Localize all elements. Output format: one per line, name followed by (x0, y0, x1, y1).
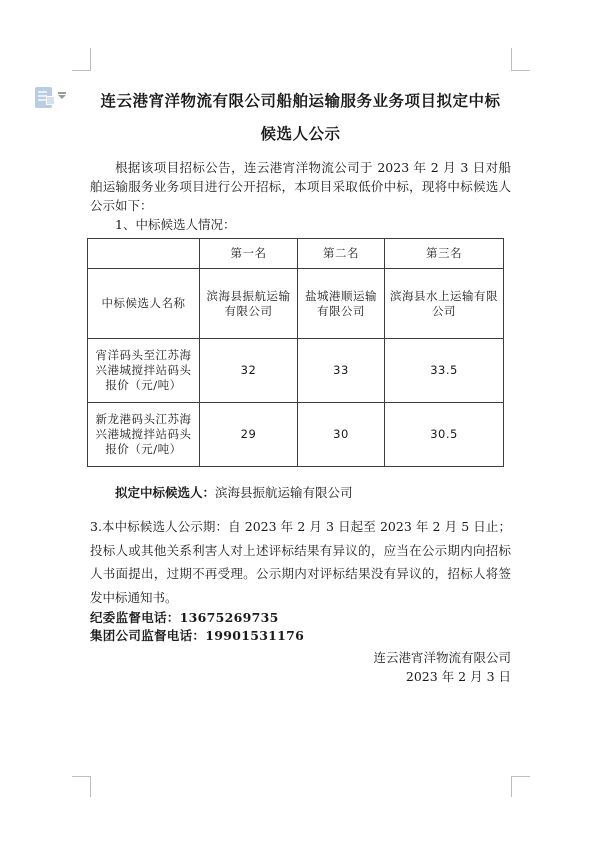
signature-block (90, 649, 511, 686)
title-line-2: 候选人公示 (260, 124, 341, 143)
margin-crop-mark-top-left (72, 48, 91, 71)
margin-crop-mark-top-right (511, 48, 530, 71)
group-phone-label: 集团公司监督电话： (90, 628, 206, 643)
title-line-1: 连云港宵洋物流有限公司船舶运输服务业务项目拟定中标 (100, 91, 501, 110)
group-phone-number: 19901531176 (205, 628, 305, 643)
margin-crop-mark-bottom-left (72, 776, 91, 797)
cell-candidate-3: 滨海县水上运输有限公司 (385, 269, 504, 339)
signature-date: 2023 年 2 月 3 日 (405, 668, 511, 684)
row-label: 中标候选人名称 (88, 269, 200, 339)
cell-quote-1: 29 (200, 403, 298, 467)
table-row-candidate-names (88, 269, 504, 339)
cell-candidate-1: 滨海县振航运输有限公司 (200, 269, 298, 339)
table-row-xinlonggang-quote (88, 403, 504, 467)
document-title (90, 84, 511, 150)
list-item-candidates: 1、中标候选人情况： (115, 217, 236, 232)
table-header-row (88, 239, 504, 269)
cell-quote-3: 33.5 (385, 339, 504, 403)
row-label: 宵洋码头至江苏海兴港城搅拌站码头报价（元/吨） (88, 339, 200, 403)
document-body (90, 84, 511, 686)
header-cell-third: 第三名 (385, 239, 504, 269)
table-row-xiaoyang-quote (88, 339, 504, 403)
header-cell-empty (88, 239, 200, 269)
proposed-winner-line (90, 483, 511, 502)
discipline-phone-label: 纪委监督电话： (90, 610, 180, 625)
proposed-winner-value: 滨海县振航运输有限公司 (215, 485, 353, 500)
paste-clipboard-icon (35, 87, 52, 108)
chevron-down-icon (58, 92, 66, 99)
cell-quote-1: 32 (200, 339, 298, 403)
paste-options-button[interactable] (35, 87, 66, 108)
cell-candidate-2: 盐城港顺运输有限公司 (298, 269, 385, 339)
signature-company: 连云港宵洋物流有限公司 (373, 650, 511, 665)
intro-paragraph: 根据该项目招标公告，连云港宵洋物流公司于 2023 年 2 月 3 日对船舶运输服务业务项目进行公开招标，本项目采取低价中标，现将中标候选人公示如下： (90, 160, 511, 213)
discipline-phone-number: 13675269735 (179, 610, 279, 625)
publicity-period-notice: 3.本中标候选人公示期：自 2023 年 2 月 3 日起至 2023 年 2 月 5 日止；投标人或其他关系利害人对上述评标结果有异议的，应当在公示期内向招标人书面提出，过期不再受理。公示期内对评标结果没有异议的，招标人将签发中标通知书。 (90, 519, 511, 605)
bid-candidates-table (87, 238, 504, 467)
header-cell-second: 第二名 (298, 239, 385, 269)
margin-crop-mark-bottom-right (511, 776, 530, 797)
header-cell-first: 第一名 (200, 239, 298, 269)
row-label: 新龙港码头江苏海兴港城搅拌站码头报价（元/吨） (88, 403, 200, 467)
cell-quote-2: 30 (298, 403, 385, 467)
group-phone-line (90, 627, 511, 645)
cell-quote-3: 30.5 (385, 403, 504, 467)
discipline-phone-line (90, 609, 511, 627)
cell-quote-2: 33 (298, 339, 385, 403)
proposed-winner-label: 拟定中标候选人： (115, 485, 216, 500)
